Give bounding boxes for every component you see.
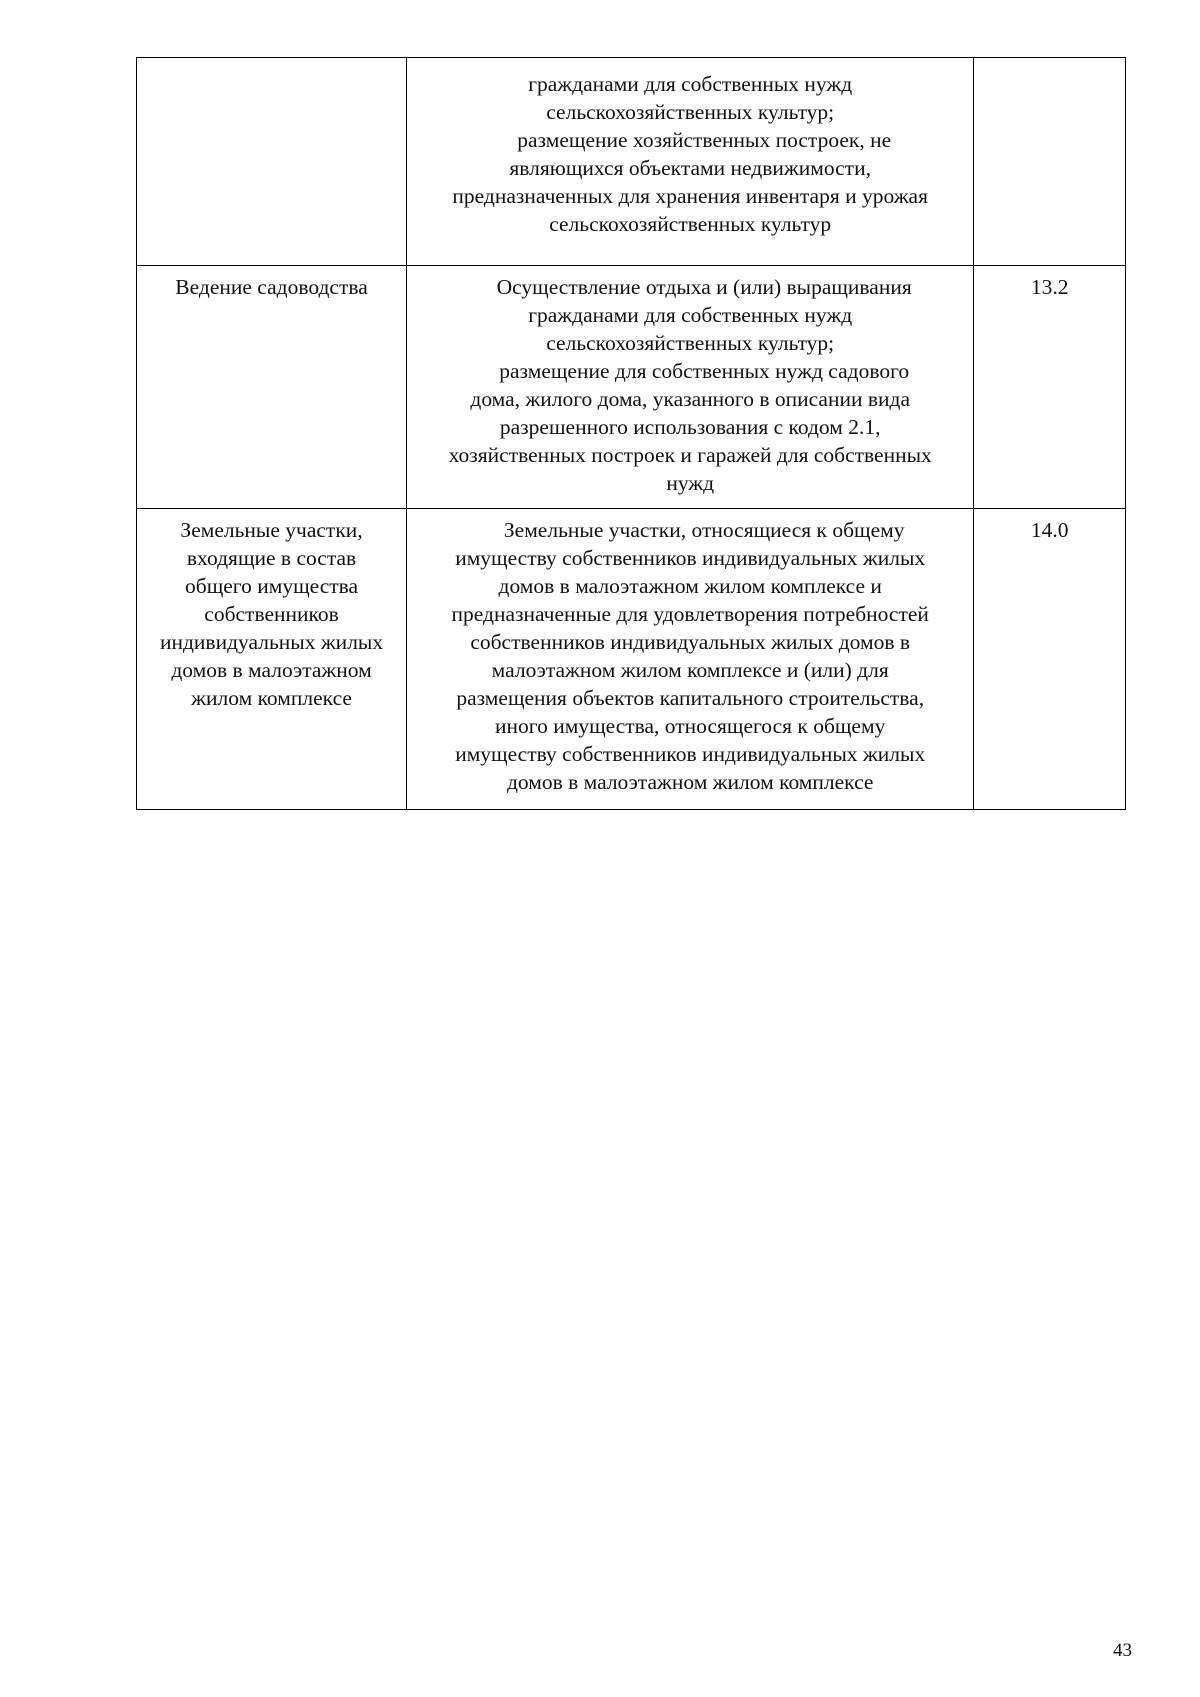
- use-name-line: домов в малоэтажном: [171, 658, 372, 682]
- use-code: 13.2: [1030, 275, 1069, 299]
- description-line: предназначенные для удовлетворения потребностей: [451, 602, 929, 626]
- use-name-line: Земельные участки,: [180, 518, 363, 542]
- description-line: гражданами для собственных нужд: [528, 303, 853, 327]
- use-name-line: жилом комплексе: [191, 686, 352, 710]
- description-line: являющихся объектами недвижимости,: [509, 156, 871, 180]
- description-line: домов в малоэтажном жилом комплексе: [506, 770, 874, 794]
- land-use-table: [136, 57, 1126, 810]
- description-line: имуществу собственников индивидуальных жилых: [455, 546, 926, 570]
- description-line: сельскохозяйственных культур;: [546, 100, 835, 124]
- description-line: хозяйственных построек и гаражей для собственных: [448, 443, 932, 467]
- page-number: 43: [1113, 1640, 1132, 1661]
- description-line: разрешенного использования с кодом 2.1,: [499, 415, 881, 439]
- use-name-line: Ведение садоводства: [175, 275, 368, 299]
- description-line: иного имущества, относящегося к общему: [495, 714, 886, 738]
- description-line: размещение хозяйственных построек, не: [517, 128, 892, 152]
- table-row: [137, 509, 1126, 810]
- table-row: [137, 266, 1126, 509]
- description-line: Осуществление отдыха и (или) выращивания: [496, 275, 912, 299]
- use-code-cell: [974, 58, 1126, 266]
- use-name-cell: [137, 266, 407, 509]
- use-code-cell: [974, 266, 1126, 509]
- description-line: сельскохозяйственных культур;: [546, 331, 835, 355]
- description-line: собственников индивидуальных жилых домов в: [470, 630, 911, 654]
- use-name-cell: [137, 509, 407, 810]
- description-line: имуществу собственников индивидуальных жилых: [455, 742, 926, 766]
- description-line: нужд: [666, 471, 715, 495]
- use-description-cell: [407, 509, 974, 810]
- description-line: размещения объектов капитального строительства,: [456, 686, 925, 710]
- description-line: гражданами для собственных нужд: [528, 72, 853, 96]
- table-row: [137, 58, 1126, 266]
- use-name-line: общего имущества: [185, 574, 359, 598]
- description-line: Земельные участки, относящиеся к общему: [503, 518, 905, 542]
- description-line: предназначенных для хранения инвентаря и урожая: [452, 184, 928, 208]
- use-code: 14.0: [1030, 518, 1069, 542]
- description-line: сельскохозяйственных культур: [549, 212, 832, 236]
- description-line: домов в малоэтажном жилом комплексе и: [498, 574, 882, 598]
- use-description-cell: [407, 58, 974, 266]
- use-code-cell: [974, 509, 1126, 810]
- use-name-line: входящие в состав: [186, 546, 357, 570]
- description-line: размещение для собственных нужд садового: [499, 359, 910, 383]
- use-name-line: индивидуальных жилых: [159, 630, 384, 654]
- use-name-cell: [137, 58, 407, 266]
- use-description-cell: [407, 266, 974, 509]
- description-line: малоэтажном жилом комплексе и (или) для: [491, 658, 889, 682]
- use-name-line: собственников: [204, 602, 339, 626]
- description-line: дома, жилого дома, указанного в описании вида: [470, 387, 910, 411]
